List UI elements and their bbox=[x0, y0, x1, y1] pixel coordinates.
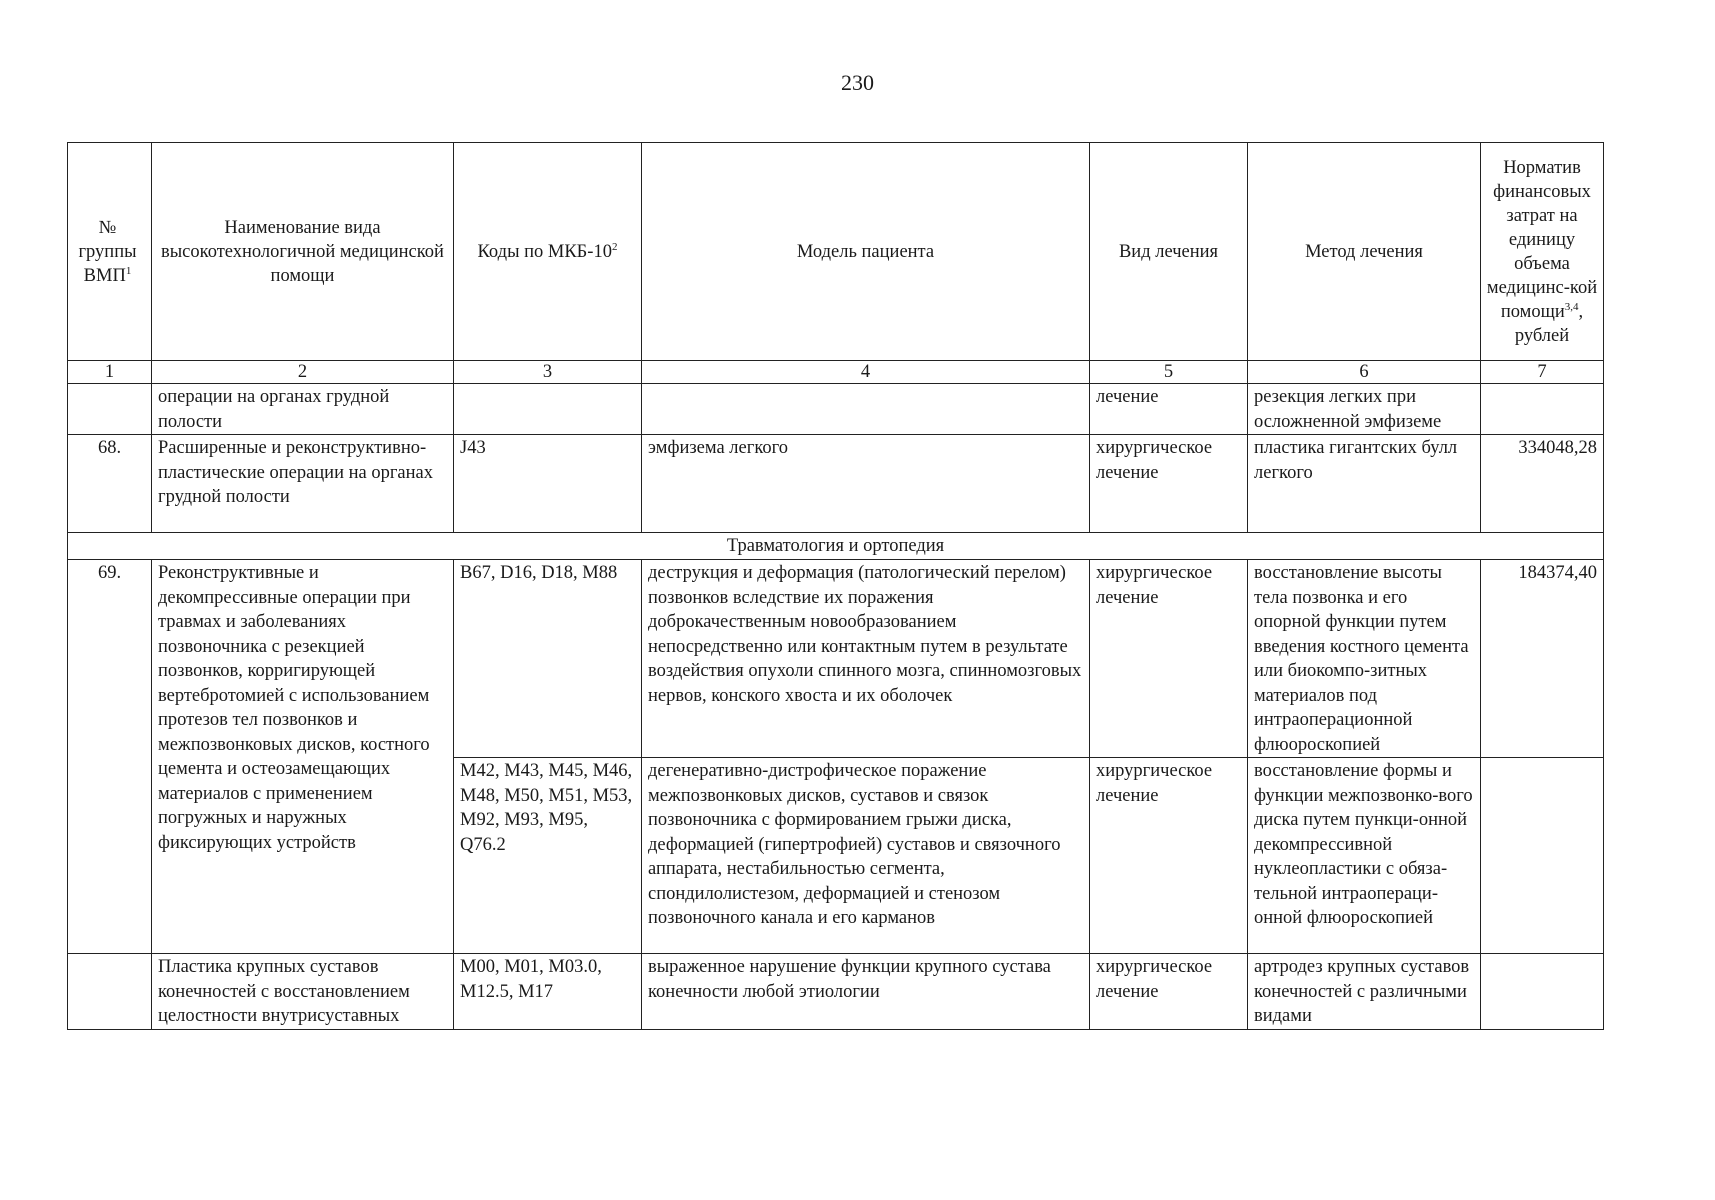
treatment-method-cell: восстановление формы и функции межпозвонко-вого диска путем пункци-онной декомпрессивной нуклеопластики с обяза-тельной интраопераци-онной флюороскопией bbox=[1248, 758, 1481, 954]
vmp-table bbox=[67, 142, 1604, 1030]
section-title: Травматология и ортопедия bbox=[68, 533, 1604, 560]
header-treatment-type: Вид лечения bbox=[1090, 143, 1248, 361]
cost-cell: 184374,40 bbox=[1481, 560, 1604, 758]
column-number: 3 bbox=[454, 361, 642, 384]
page-number: 230 bbox=[841, 70, 874, 95]
group-number-cell bbox=[68, 384, 152, 435]
cost-cell bbox=[1481, 384, 1604, 435]
header-cost-standard: Норматив финансовых затрат на единицу объема медицинс-кой помощи$^{3,4}$, рублей bbox=[1481, 143, 1604, 361]
care-name-cell: операции на органах грудной полости bbox=[152, 384, 454, 435]
table-row-continuation bbox=[68, 384, 1604, 435]
header-icd-codes: Коды по МКБ-$10^2$ bbox=[454, 143, 642, 361]
table-header-row bbox=[68, 143, 1604, 361]
treatment-type-cell: хирургическое лечение bbox=[1090, 560, 1248, 758]
column-number-row bbox=[68, 361, 1604, 384]
treatment-method-cell: резекция легких при осложненной эмфиземе bbox=[1248, 384, 1481, 435]
table-row-68 bbox=[68, 435, 1604, 533]
patient-model-cell: деструкция и деформация (патологический перелом) позвонков вследствие их поражения доброкачественным новообразованием непосредственно или контактным путем в результате воздействия опухоли спинного мозга, спинномозговых нервов, конского хвоста и их оболочек bbox=[642, 560, 1090, 758]
cost-cell: 334048,28 bbox=[1481, 435, 1604, 533]
icd-codes-cell bbox=[454, 384, 642, 435]
treatment-method-cell: пластика гигантских булл легкого bbox=[1248, 435, 1481, 533]
care-name-cell: Расширенные и реконструктивно-пластические операции на органах грудной полости bbox=[152, 435, 454, 533]
group-number-cell: 68. bbox=[68, 435, 152, 533]
column-number: 1 bbox=[68, 361, 152, 384]
treatment-method-cell: восстановление высоты тела позвонка и его опорной функции путем введения костного цемента или биокомпо-зитных материалов под интраоперационной флюороскопией bbox=[1248, 560, 1481, 758]
treatment-method-cell: артродез крупных суставов конечностей с различными видами bbox=[1248, 954, 1481, 1030]
column-number: 7 bbox=[1481, 361, 1604, 384]
icd-codes-cell: M00, M01, M03.0, M12.5, M17 bbox=[454, 954, 642, 1030]
table-row-70 bbox=[68, 954, 1604, 1030]
column-number: 2 bbox=[152, 361, 454, 384]
patient-model-cell: выраженное нарушение функции крупного сустава конечности любой этиологии bbox=[642, 954, 1090, 1030]
column-number: 6 bbox=[1248, 361, 1481, 384]
care-name-cell: Реконструктивные и декомпрессивные операции при травмах и заболеваниях позвоночника с резекцией позвонков, корригирующей вертебротомией с использованием протезов тел позвонков и межпозвонковых дисков, костного цемента и остеозамещающих материалов с применением погружных и наружных фиксирующих устройств bbox=[152, 560, 454, 954]
icd-codes-cell: J43 bbox=[454, 435, 642, 533]
column-number: 5 bbox=[1090, 361, 1248, 384]
header-treatment-method: Метод лечения bbox=[1248, 143, 1481, 361]
header-care-type-name: Наименование вида высокотехнологичной медицинской помощи bbox=[152, 143, 454, 361]
patient-model-cell: дегенеративно-дистрофическое поражение межпозвонковых дисков, суставов и связок позвоночника с формированием грыжи диска, деформацией (гипертрофией) суставов и связочного аппарата, нестабильностью сегмента, спондилолистезом, деформацией и стенозом позвоночного канала и его карманов bbox=[642, 758, 1090, 954]
treatment-type-cell: хирургическое лечение bbox=[1090, 435, 1248, 533]
icd-codes-cell: M42, M43, M45, M46, M48, M50, M51, M53, M92, M93, M95, Q76.2 bbox=[454, 758, 642, 954]
treatment-type-cell: хирургическое лечение bbox=[1090, 758, 1248, 954]
column-number: 4 bbox=[642, 361, 1090, 384]
cost-cell bbox=[1481, 758, 1604, 954]
section-header-row bbox=[68, 533, 1604, 560]
treatment-type-cell: хирургическое лечение bbox=[1090, 954, 1248, 1030]
cost-cell bbox=[1481, 954, 1604, 1030]
icd-codes-cell: B67, D16, D18, M88 bbox=[454, 560, 642, 758]
group-number-cell bbox=[68, 954, 152, 1030]
care-name-cell: Пластика крупных суставов конечностей с восстановлением целостности внутрисуставных bbox=[152, 954, 454, 1030]
patient-model-cell: эмфизема легкого bbox=[642, 435, 1090, 533]
group-number-cell: 69. bbox=[68, 560, 152, 954]
patient-model-cell bbox=[642, 384, 1090, 435]
table-row-69 bbox=[68, 560, 1604, 758]
header-group-number: № группы ВМП$^1$ bbox=[68, 143, 152, 361]
header-patient-model: Модель пациента bbox=[642, 143, 1090, 361]
treatment-type-cell: лечение bbox=[1090, 384, 1248, 435]
